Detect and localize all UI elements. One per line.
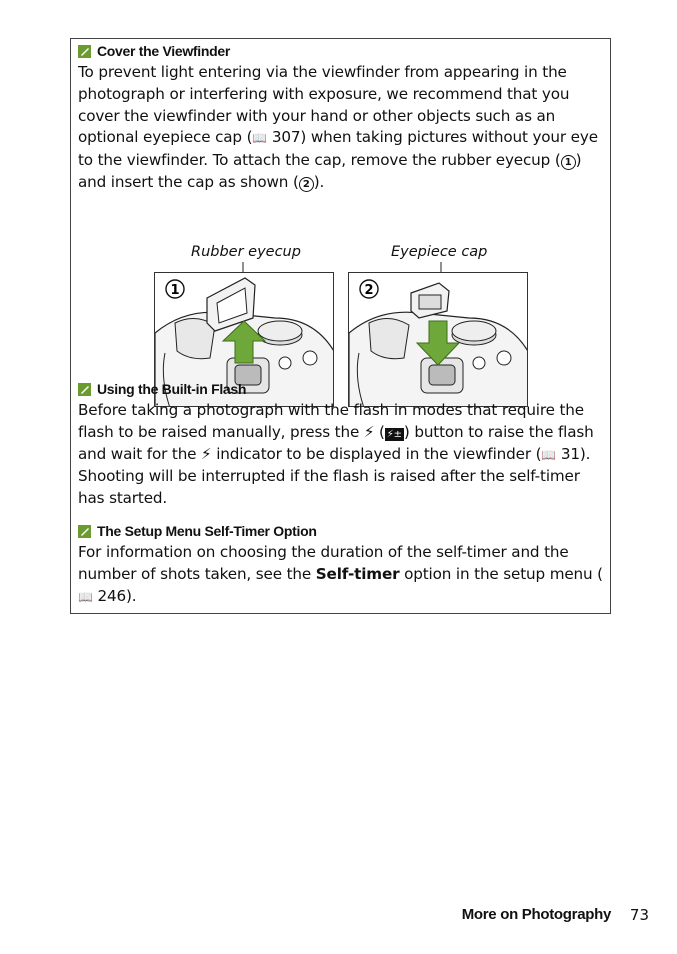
notes-box <box>70 38 611 614</box>
book-icon: 📖 <box>252 131 268 146</box>
step-1-badge: 1 <box>561 155 576 170</box>
flash-indicator-icon: ⚡︎ <box>201 444 212 463</box>
footer-section-title: More on Photography <box>461 906 611 923</box>
pencil-icon <box>78 525 91 538</box>
pencil-icon <box>78 383 91 396</box>
caption-eyepiece-cap: Eyepiece cap <box>391 244 488 260</box>
illustration-label-1: 1 <box>170 283 180 298</box>
note-self-timer <box>78 522 605 608</box>
book-icon: 📖 <box>78 589 93 604</box>
note-title-text: Cover the Viewfinder <box>97 43 231 59</box>
flash-compensation-icon: ⚡︎± <box>386 428 402 440</box>
note-body: To prevent light entering via the viewfinder from appearing in the photograph or interfering with exposure, we recommend that you cover the viewfinder with your hand or other objects such as an optional eyepiece cap (📖 307) when taking pictures without your eye to the viewfinder. To attach the cap, remove the rubber eyecup ( 1 ) and insert the cap as shown ( 2 ). <box>78 63 598 191</box>
illustration-label-2: 2 <box>364 283 374 298</box>
note-title <box>78 522 605 540</box>
flash-icon: ⚡︎ <box>363 422 375 441</box>
note-title-text: Using the Built-in Flash <box>97 381 247 397</box>
book-icon: 📖 <box>541 447 557 462</box>
caption-leader-lines <box>71 39 612 339</box>
page-number: 73 <box>629 906 649 924</box>
note-built-in-flash <box>78 380 605 510</box>
step-2-badge: 2 <box>299 177 314 192</box>
caption-rubber-eyecup: Rubber eyecup <box>191 244 301 260</box>
note-body: For information on choosing the duration of the self-timer and the number of shots taken, see the Self-timer option in the setup menu (📖 246). <box>78 542 605 608</box>
note-body: Before taking a photograph with the flash in modes that require the flash to be raised manually, press the ⚡︎ ( ⚡︎± ) button to raise the flash and wait for the ⚡︎ indicator to be displayed in the viewfinder (📖 31). Shooting will be interrupted if the flash is raised after the self-timer has started. <box>78 401 594 508</box>
note-title <box>78 380 605 398</box>
note-title-text: The Setup Menu Self-Timer Option <box>97 523 317 539</box>
self-timer-menu-item: Self-timer <box>315 564 400 583</box>
